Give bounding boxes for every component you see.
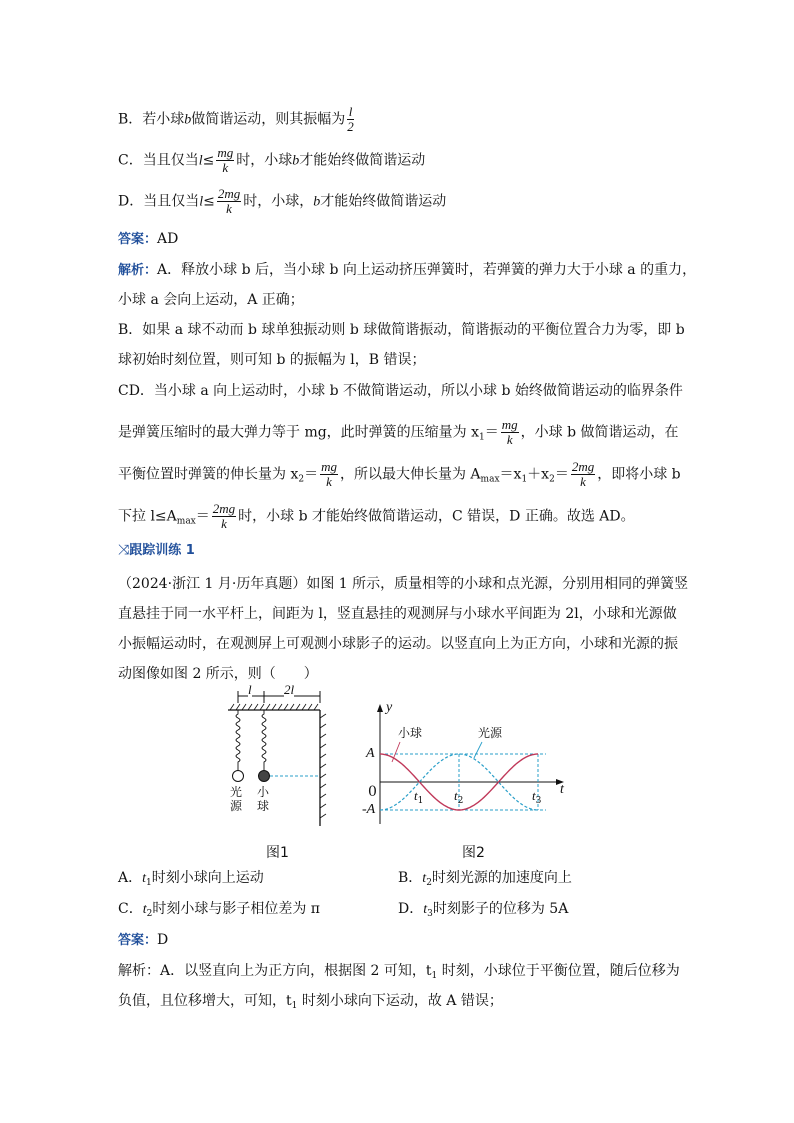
figure-2-caption: 图2 [462, 845, 485, 861]
analysis-1-line-2: 小球 a 会向上运动，A 正确； [118, 292, 304, 308]
origin-label: 0 [368, 784, 377, 800]
analysis-1-line-7: 平衡位置时弹簧的伸长量为 $x_2=$ $\frac{mg}{k}$ ，所以最大伸长量为 $A_{max}=x_1+x_2=$ $\frac{2mg}{k}$ ，即将小球 b [118, 459, 681, 489]
answer-1: 答案：AD [118, 231, 179, 247]
light-source-label: 光源 [230, 785, 243, 813]
choice-d: D．$t_3$时刻影子的位移为 5A [398, 901, 569, 919]
training-para-4: 动图像如图 2 所示，则（ ） [118, 666, 318, 682]
training-para-2: 直悬挂于同一水平杆上，间距为 l，竖直悬挂的观测屏与小球水平间距为 2l，小球和光源做 [118, 606, 677, 622]
analysis-1-line-8: 下拉 $l\le A_{max}=$ $\frac{2mg}{k}$ 时，小球 b 才能始终做简谐运动，C 错误，D 正确。故选 AD。 [118, 501, 635, 531]
fraction-2mg-over-k: $\frac{2mg}{k}$ [571, 459, 595, 489]
answer-2: 答案：D [118, 932, 169, 948]
analysis-1-line-6: 是弹簧压缩时的最大弹力等于 mg，此时弹簧的压缩量为 $x_1=$ $\frac{mg}{k}$ ，小球 b 做简谐运动，在 [118, 417, 679, 447]
figure-1 [220, 682, 330, 833]
fraction-mg-over-k: $\frac{mg}{k}$ [501, 417, 518, 447]
shuffle-icon: ⤨ [118, 542, 130, 558]
analysis-1-line-3: B．如果 a 球不动而 b 球单独振动则 b 球做简谐振动，简谐振动的平衡位置合力为零，即 b [118, 322, 685, 338]
fraction-l-over-2: $\frac{l}{2}$ [347, 104, 354, 134]
vibration-graph [360, 702, 580, 830]
t1-label: $t_1$ [414, 788, 424, 806]
training-para-3: 小振幅运动时，在观测屏上可观测小球影子的运动。以竖直向上为正方向，小球和光源的振 [118, 636, 678, 652]
t2-label: $t_2$ [454, 788, 464, 806]
dim-l-label: l [248, 682, 252, 697]
analysis-2-line-2: 负值，且位移增大，可知，$t_1$ 时刻小球向下运动，故 A 错误； [118, 993, 503, 1011]
analysis-2-line-1: 解析：A．以竖直向上为正方向，根据图 2 可知，$t_1$ 时刻，小球位于平衡位置，随后位移为 [118, 963, 680, 981]
ball-label: 小球 [257, 785, 270, 813]
y-axis-label: y [386, 700, 393, 715]
analysis-1-line-5: CD．当小球 a 向上运动时，小球 b 不做简谐运动，所以小球 b 始终做简谐运动的临界条件 [118, 383, 683, 399]
option-c: C．当且仅当l≤ $\frac{mg}{k}$ 时，小球b才能始终做简谐运动 [118, 145, 426, 175]
fraction-2mg-over-k: $\frac{2mg}{k}$ [217, 186, 241, 216]
fraction-2mg-over-k: $\frac{2mg}{k}$ [212, 501, 236, 531]
ball-curve-label: 小球 [398, 726, 423, 740]
t3-label: $t_3$ [532, 788, 542, 806]
option-d: D．当且仅当l≤ $\frac{2mg}{k}$ 时，小球，b才能始终做简谐运动 [118, 186, 447, 216]
t-axis-label: t [560, 782, 564, 797]
choice-c: C．$t_2$时刻小球与影子相位差为 π [118, 901, 320, 919]
fraction-mg-over-k: $\frac{mg}{k}$ [321, 459, 337, 489]
training-heading: ⤨跟踪训练 1 [118, 542, 195, 558]
amplitude-label: A [366, 746, 375, 761]
neg-amplitude-label: -A [362, 802, 376, 817]
choice-b: B．$t_2$时刻光源的加速度向上 [398, 870, 572, 888]
choice-a: A．$t_1$时刻小球向上运动 [118, 870, 264, 888]
analysis-1-line-1: 解析：A．释放小球 b 后，当小球 b 向上运动挤压弹簧时，若弹簧的弹力大于小球 a 的重力， [118, 262, 697, 278]
light-curve-label: 光源 [478, 726, 503, 740]
dim-2l-label: 2l [284, 682, 295, 697]
option-b: B．若小球b做简谐运动，则其振幅为 $\frac{l}{2}$ [118, 104, 354, 134]
figure-1-caption: 图1 [266, 845, 289, 861]
figure-2 [360, 702, 580, 830]
analysis-1-line-4: 球初始时刻位置，则可知 b 的振幅为 l，B 错误； [118, 352, 426, 368]
training-para-1: （2024·浙江 1 月·历年真题）如图 1 所示，质量相等的小球和点光源，分别用相同的弹簧竖 [118, 576, 689, 592]
fraction-mg-over-k: $\frac{mg}{k}$ [217, 145, 234, 175]
